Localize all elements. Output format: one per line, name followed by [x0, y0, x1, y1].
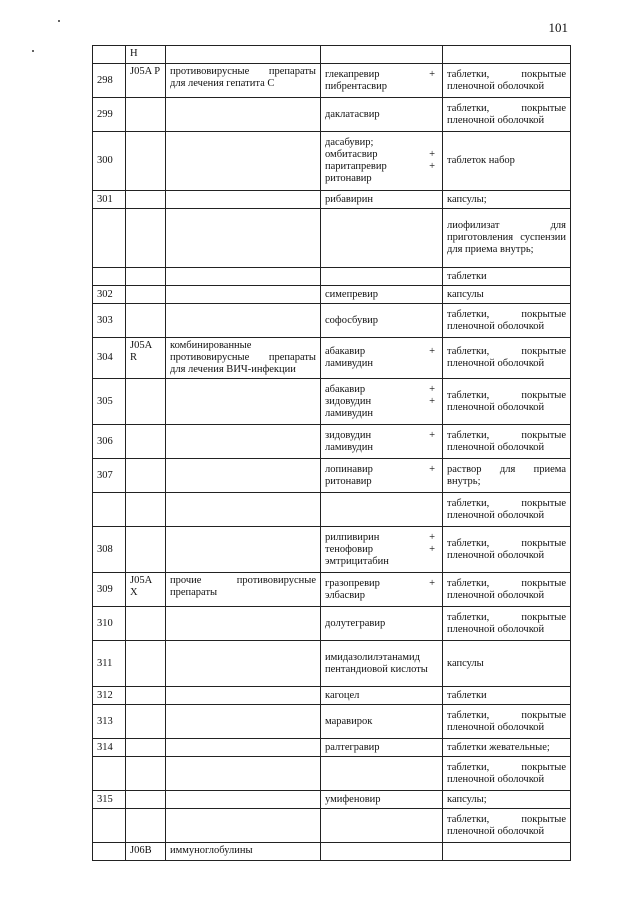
table-row [93, 304, 571, 338]
dosage-form-cell: таблетки, покрытые пленочной оболочкой [443, 304, 571, 338]
row-number-cell: 309 [93, 573, 126, 607]
table-row [93, 191, 571, 209]
combination-plus-sign: + [429, 531, 435, 543]
row-number-cell: 301 [93, 191, 126, 209]
dosage-form-cell [443, 46, 571, 64]
combination-plus-sign [435, 742, 438, 754]
group-name-cell [166, 641, 321, 687]
group-name-cell [166, 132, 321, 191]
group-name-cell: комбинированные противовирусные препараты для лечения ВИЧ-инфекции [166, 338, 321, 379]
drug-name-cell [321, 527, 443, 573]
row-number-cell [93, 209, 126, 268]
drug-name-cell [321, 459, 443, 493]
drug-name-cell [321, 791, 443, 809]
table-row [93, 46, 571, 64]
row-number-cell: 306 [93, 425, 126, 459]
row-number-cell [93, 809, 126, 843]
drug-name-line [325, 315, 438, 327]
atc-code-cell [126, 459, 166, 493]
row-number-cell: 310 [93, 607, 126, 641]
drug-name-line [325, 590, 438, 602]
combination-plus-sign [435, 556, 438, 568]
row-number-cell [93, 268, 126, 286]
combination-plus-sign [435, 590, 438, 602]
row-number-cell [93, 843, 126, 861]
group-name-cell [166, 46, 321, 64]
atc-code-cell [126, 132, 166, 191]
drug-name-line [325, 346, 438, 358]
drug-name-line [325, 81, 438, 93]
table-row [93, 687, 571, 705]
row-number-cell: 304 [93, 338, 126, 379]
drug-name-cell [321, 809, 443, 843]
table-row [93, 757, 571, 791]
atc-code-cell [126, 739, 166, 757]
drug-name-line [325, 173, 438, 185]
atc-code-cell [126, 286, 166, 304]
drug-name-cell [321, 46, 443, 64]
table-row [93, 209, 571, 268]
table-row [93, 268, 571, 286]
table-row [93, 641, 571, 687]
drug-name: рибавирин [325, 193, 373, 205]
dosage-form-cell: раствор для приема внутрь; [443, 459, 571, 493]
row-number-cell [93, 46, 126, 64]
row-number-cell: 313 [93, 705, 126, 739]
group-name-cell [166, 527, 321, 573]
row-number-cell [93, 493, 126, 527]
group-name-cell: иммуноглобулины [166, 843, 321, 861]
group-name-cell [166, 705, 321, 739]
atc-code-cell [126, 98, 166, 132]
dosage-form-cell: капсулы [443, 641, 571, 687]
drug-name-cell [321, 425, 443, 459]
drug-table [92, 45, 571, 861]
group-name-cell [166, 379, 321, 425]
drug-name: ритонавир [325, 173, 372, 184]
drug-name-cell [321, 843, 443, 861]
combination-plus-sign [435, 476, 438, 488]
table-row [93, 573, 571, 607]
combination-plus-sign [435, 194, 438, 206]
combination-plus-sign [435, 289, 438, 301]
drug-name-cell [321, 98, 443, 132]
drug-name-line [325, 109, 438, 121]
combination-plus-sign [435, 173, 438, 185]
drug-name-cell [321, 286, 443, 304]
combination-plus-sign: + [429, 149, 435, 160]
drug-name-line [325, 408, 438, 420]
combination-plus-sign [435, 315, 438, 327]
table-row [93, 705, 571, 739]
combination-plus-sign [435, 794, 438, 806]
dosage-form-cell: таблетки, покрытые пленочной оболочкой [443, 493, 571, 527]
table-row [93, 739, 571, 757]
combination-plus-sign [435, 358, 438, 370]
dosage-form-cell: таблетки, покрытые пленочной оболочкой [443, 757, 571, 791]
atc-code-cell: J05A P [126, 64, 166, 98]
table-row [93, 379, 571, 425]
scan-speck [58, 20, 60, 22]
dosage-form-cell: таблетки, покрытые пленочной оболочкой [443, 379, 571, 425]
dosage-form-cell: таблетки жевательные; [443, 739, 571, 757]
row-number-cell: 307 [93, 459, 126, 493]
drug-name: ралтегравир [325, 741, 380, 753]
drug-name-cell [321, 338, 443, 379]
combination-plus-sign: + [429, 429, 435, 441]
group-name-cell: прочие противовирусные препараты [166, 573, 321, 607]
group-name-cell [166, 791, 321, 809]
drug-name: ламивудин [325, 441, 373, 453]
drug-name-cell [321, 493, 443, 527]
drug-name: глекапревир [325, 68, 380, 80]
combination-plus-sign: + [429, 68, 435, 80]
table-row [93, 132, 571, 191]
table-row [93, 459, 571, 493]
group-name-cell: противовирусные препараты для лечения гепатита С [166, 64, 321, 98]
drug-name: маравирок [325, 715, 373, 727]
dosage-form-cell: лиофилизат для приготовления суспензии для приема внутрь; [443, 209, 571, 268]
drug-name-line [325, 289, 438, 301]
drug-name: софосбувир [325, 314, 379, 326]
dosage-form-cell: капсулы; [443, 791, 571, 809]
group-name-cell [166, 493, 321, 527]
drug-name: ламивудин [325, 358, 373, 369]
drug-name-line [325, 476, 438, 488]
row-number-cell: 311 [93, 641, 126, 687]
drug-name-line [325, 794, 438, 806]
drug-name-cell [321, 209, 443, 268]
drug-name-line [325, 384, 438, 396]
dosage-form-cell: капсулы [443, 286, 571, 304]
row-number-cell: 299 [93, 98, 126, 132]
page-number: 101 [548, 20, 568, 35]
dosage-form-cell: таблетки, покрытые пленочной оболочкой [443, 425, 571, 459]
drug-name-line [325, 430, 438, 442]
drug-name: омбитасвир [325, 149, 378, 160]
combination-plus-sign: + [429, 383, 435, 395]
atc-code-cell [126, 757, 166, 791]
dosage-form-cell: капсулы; [443, 191, 571, 209]
group-name-cell [166, 304, 321, 338]
drug-name-line [325, 194, 438, 206]
table-row [93, 607, 571, 641]
atc-code-cell [126, 809, 166, 843]
drug-name-cell [321, 739, 443, 757]
drug-name-cell [321, 573, 443, 607]
group-name-cell [166, 191, 321, 209]
atc-code-cell [126, 705, 166, 739]
combination-plus-sign: + [429, 577, 435, 589]
table-row [93, 791, 571, 809]
drug-name: абакавир [325, 383, 366, 395]
drug-name-line [325, 464, 438, 476]
drug-name-line [325, 652, 438, 676]
scan-speck [32, 50, 34, 52]
drug-name-cell [321, 705, 443, 739]
drug-name: имидазолилэтанамид пентандиовой кислоты [325, 651, 428, 675]
combination-plus-sign: + [429, 463, 435, 475]
drug-name: зидовудин [325, 395, 372, 407]
table-row [93, 338, 571, 379]
drug-name-line [325, 618, 438, 630]
drug-name: даклатасвир [325, 108, 380, 120]
combination-plus-sign [435, 408, 438, 420]
atc-code-cell [126, 191, 166, 209]
drug-name: эмтрицитабин [325, 555, 389, 567]
row-number-cell: 312 [93, 687, 126, 705]
drug-name: умифеновир [325, 793, 381, 805]
atc-code-cell [126, 791, 166, 809]
table-row [93, 809, 571, 843]
drug-name-line [325, 532, 438, 544]
group-name-cell [166, 687, 321, 705]
drug-name: рилпивирин [325, 531, 380, 543]
group-name-cell [166, 809, 321, 843]
drug-name: симепревир [325, 288, 378, 300]
row-number-cell: 302 [93, 286, 126, 304]
dosage-form-cell: таблетки [443, 268, 571, 286]
table-row [93, 527, 571, 573]
dosage-form-cell: таблетки, покрытые пленочной оболочкой [443, 338, 571, 379]
dosage-form-cell: таблетки, покрытые пленочной оболочкой [443, 573, 571, 607]
drug-name-cell [321, 607, 443, 641]
dosage-form-cell: таблетки, покрытые пленочной оболочкой [443, 64, 571, 98]
drug-name: паритапревир [325, 161, 387, 172]
drug-name: пибрентасвир [325, 80, 387, 92]
row-number-cell: 308 [93, 527, 126, 573]
combination-plus-sign: + [429, 161, 435, 172]
table-row [93, 493, 571, 527]
drug-name-cell [321, 268, 443, 286]
drug-name: дасабувир; [325, 137, 374, 148]
row-number-cell [93, 757, 126, 791]
drug-name-cell [321, 191, 443, 209]
combination-plus-sign: + [429, 543, 435, 555]
group-name-cell [166, 757, 321, 791]
atc-code-cell [126, 304, 166, 338]
drug-name-line [325, 358, 438, 370]
combination-plus-sign [435, 652, 438, 676]
row-number-cell: 305 [93, 379, 126, 425]
atc-code-cell [126, 425, 166, 459]
atc-code-cell [126, 379, 166, 425]
table-row [93, 425, 571, 459]
combination-plus-sign [435, 109, 438, 121]
drug-name-line [325, 716, 438, 728]
atc-code-cell [126, 268, 166, 286]
atc-code-cell [126, 209, 166, 268]
row-number-cell: 303 [93, 304, 126, 338]
drug-name: ламивудин [325, 407, 373, 419]
group-name-cell [166, 739, 321, 757]
atc-code-cell [126, 641, 166, 687]
drug-name-line [325, 690, 438, 702]
drug-name: тенофовир [325, 543, 373, 555]
drug-name: абакавир [325, 346, 366, 357]
atc-code-cell: J05A R [126, 338, 166, 379]
drug-name-line [325, 396, 438, 408]
table-row [93, 843, 571, 861]
group-name-cell [166, 209, 321, 268]
dosage-form-cell: таблетки, покрытые пленочной оболочкой [443, 607, 571, 641]
drug-name: зидовудин [325, 429, 372, 441]
drug-name-line [325, 556, 438, 568]
combination-plus-sign [435, 618, 438, 630]
drug-name-line [325, 544, 438, 556]
drug-name-line [325, 578, 438, 590]
dosage-form-cell: таблетки [443, 687, 571, 705]
group-name-cell [166, 425, 321, 459]
atc-code-cell [126, 687, 166, 705]
atc-code-cell [126, 527, 166, 573]
dosage-form-cell: таблеток набор [443, 132, 571, 191]
drug-name: элбасвир [325, 589, 366, 601]
row-number-cell: 300 [93, 132, 126, 191]
group-name-cell [166, 607, 321, 641]
drug-name-line [325, 137, 438, 149]
drug-name-cell [321, 687, 443, 705]
drug-name-cell [321, 304, 443, 338]
drug-name-line [325, 742, 438, 754]
atc-code-cell: J06B [126, 843, 166, 861]
dosage-form-cell [443, 843, 571, 861]
drug-name: долутегравир [325, 617, 386, 629]
combination-plus-sign [435, 690, 438, 702]
drug-name-line [325, 161, 438, 173]
drug-name-cell [321, 132, 443, 191]
combination-plus-sign: + [429, 346, 435, 357]
row-number-cell: 314 [93, 739, 126, 757]
drug-name: гразопревир [325, 577, 380, 589]
combination-plus-sign [435, 716, 438, 728]
atc-code-cell: J05A X [126, 573, 166, 607]
drug-name-cell [321, 757, 443, 791]
atc-code-cell [126, 607, 166, 641]
dosage-form-cell: таблетки, покрытые пленочной оболочкой [443, 705, 571, 739]
atc-code-cell: Н [126, 46, 166, 64]
drug-name-line [325, 149, 438, 161]
combination-plus-sign: + [429, 395, 435, 407]
group-name-cell [166, 286, 321, 304]
table-row [93, 98, 571, 132]
table-row [93, 286, 571, 304]
atc-code-cell [126, 493, 166, 527]
drug-name: кагоцел [325, 689, 360, 701]
drug-name: ритонавир [325, 475, 372, 487]
drug-name-line [325, 69, 438, 81]
dosage-form-cell: таблетки, покрытые пленочной оболочкой [443, 527, 571, 573]
combination-plus-sign [435, 442, 438, 454]
drug-name-line [325, 442, 438, 454]
row-number-cell: 315 [93, 791, 126, 809]
drug-name-cell [321, 641, 443, 687]
drug-name-cell [321, 379, 443, 425]
drug-name: лопинавир [325, 463, 373, 475]
combination-plus-sign [435, 137, 438, 149]
group-name-cell [166, 98, 321, 132]
dosage-form-cell: таблетки, покрытые пленочной оболочкой [443, 98, 571, 132]
row-number-cell: 298 [93, 64, 126, 98]
combination-plus-sign [435, 81, 438, 93]
dosage-form-cell: таблетки, покрытые пленочной оболочкой [443, 809, 571, 843]
table-body [93, 46, 571, 861]
table-row [93, 64, 571, 98]
drug-name-cell [321, 64, 443, 98]
group-name-cell [166, 459, 321, 493]
group-name-cell [166, 268, 321, 286]
